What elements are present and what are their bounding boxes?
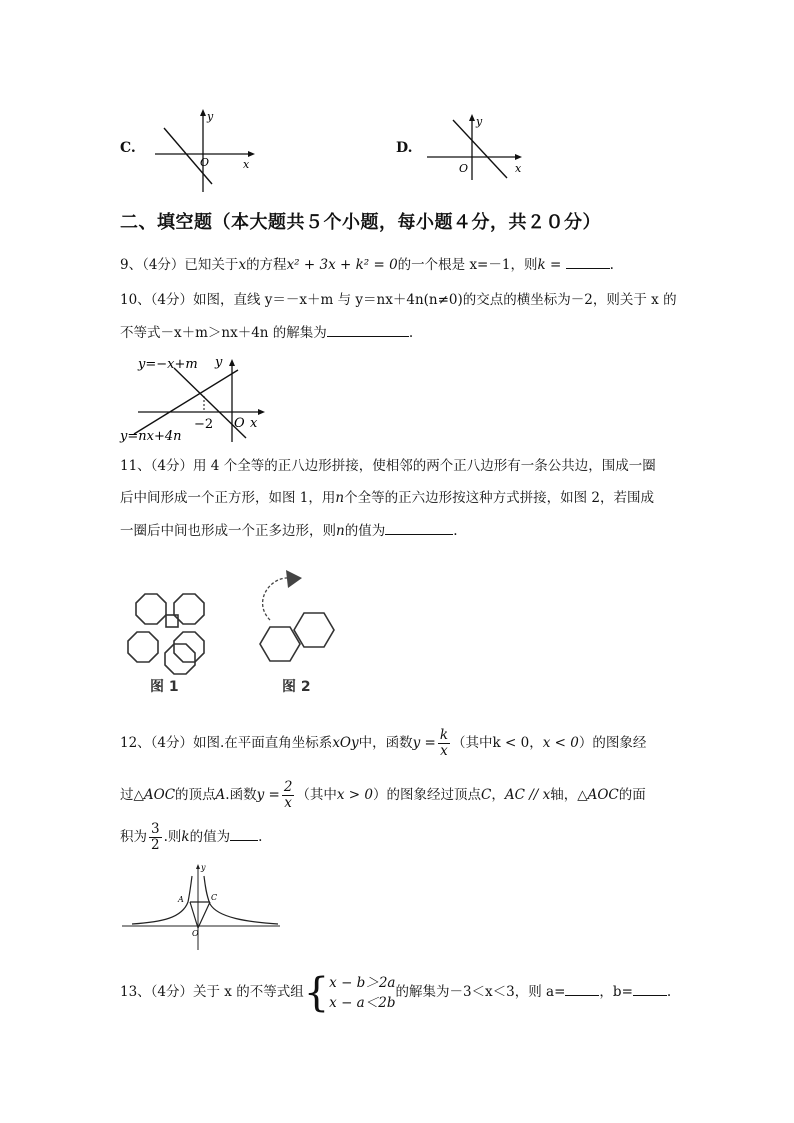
question-11-line2: 后中间形成一个正方形，如图 1，用n个全等的正六边形按这种方式拼接，如图 2，若围成: [120, 490, 654, 506]
q12-answer-blank[interactable]: [230, 826, 258, 841]
d-x-arrow: [515, 154, 522, 160]
question-10-line2: 不等式－x＋m＞nx＋4n 的解集为 .: [120, 322, 413, 343]
svg-text:−2: −2: [194, 417, 214, 432]
c-x-label: x: [243, 158, 250, 171]
q13-answer-b[interactable]: [633, 981, 667, 996]
svg-text:x: x: [250, 416, 258, 431]
section-title: 二、填空题（本大题共５个小题，每小题４分，共２０分）: [120, 212, 601, 233]
svg-text:C: C: [211, 893, 218, 902]
c-y-arrow: [200, 109, 206, 116]
q11-figure-2: [250, 566, 350, 670]
question-9: 9、（4分）已知关于x的方程x² + 3x + k² = 0的一个根是 x=－1，则k = .: [120, 254, 614, 275]
q11-fig1-caption: 图 1: [150, 679, 179, 695]
question-12-line2: 过△AOC的顶点A.函数y = $\frac{2}{x}$ （其中x > 0）的图象经过顶点C，AC // x轴，△AOC的面: [120, 779, 646, 811]
q10-figure: [118, 350, 278, 446]
svg-text:O: O: [192, 929, 199, 938]
q13-answer-a[interactable]: [565, 981, 599, 996]
q12-figure: [118, 862, 284, 952]
c-y-label: y: [207, 110, 214, 123]
question-13: 13、（4分）关于 x 的不等式组{ x − b＞2a x − a＜2b 的解集为－3＜x＜3，则 a= ，b= .: [120, 969, 672, 1016]
svg-text:y: y: [201, 863, 206, 872]
d-y-label: y: [476, 115, 483, 128]
choice-d-graph: [425, 110, 535, 182]
q11-figure-1: [124, 590, 224, 690]
choice-c-graph: [150, 108, 260, 196]
q9-answer-blank[interactable]: [566, 254, 610, 269]
svg-text:y: y: [215, 355, 223, 370]
d-y-arrow: [469, 114, 475, 121]
d-origin: O: [459, 162, 469, 175]
svg-text:O: O: [234, 416, 245, 431]
svg-text:y=nx+4n: y=nx+4n: [120, 429, 182, 444]
rotation-arrow: [263, 578, 290, 620]
d-x-label: x: [515, 162, 522, 175]
question-11-line3: 一圈后中间也形成一个正多边形，则n的值为 .: [120, 520, 458, 541]
question-10-line1: 10、（4分）如图，直线 y＝－x＋m 与 y＝nx＋4n(n≠0)的交点的横坐标为－2，则关于 x 的: [120, 292, 677, 308]
question-12-line3: 积为 $\frac{3}{2}$ .则k的值为 .: [120, 821, 263, 853]
svg-text:y=−x+m: y=−x+m: [138, 357, 198, 372]
q11-answer-blank[interactable]: [385, 520, 453, 535]
c-x-arrow: [248, 151, 255, 157]
question-12-line1: 12、（4分）如图.在平面直角坐标系xOy中，函数y = $\frac{k}{x}$ （其中k < 0，x < 0）的图象经: [120, 727, 647, 759]
c-origin: O: [200, 156, 210, 169]
choice-c-label: C.: [120, 140, 136, 156]
svg-text:A: A: [178, 895, 184, 904]
q11-fig2-caption: 图 2: [282, 679, 311, 695]
question-11-line1: 11、（4分）用 4 个全等的正八边形拼接，使相邻的两个正八边形有一条公共边，围成一圈: [120, 458, 656, 474]
choice-d-label: D.: [396, 140, 413, 156]
q10-answer-blank[interactable]: [327, 322, 409, 337]
